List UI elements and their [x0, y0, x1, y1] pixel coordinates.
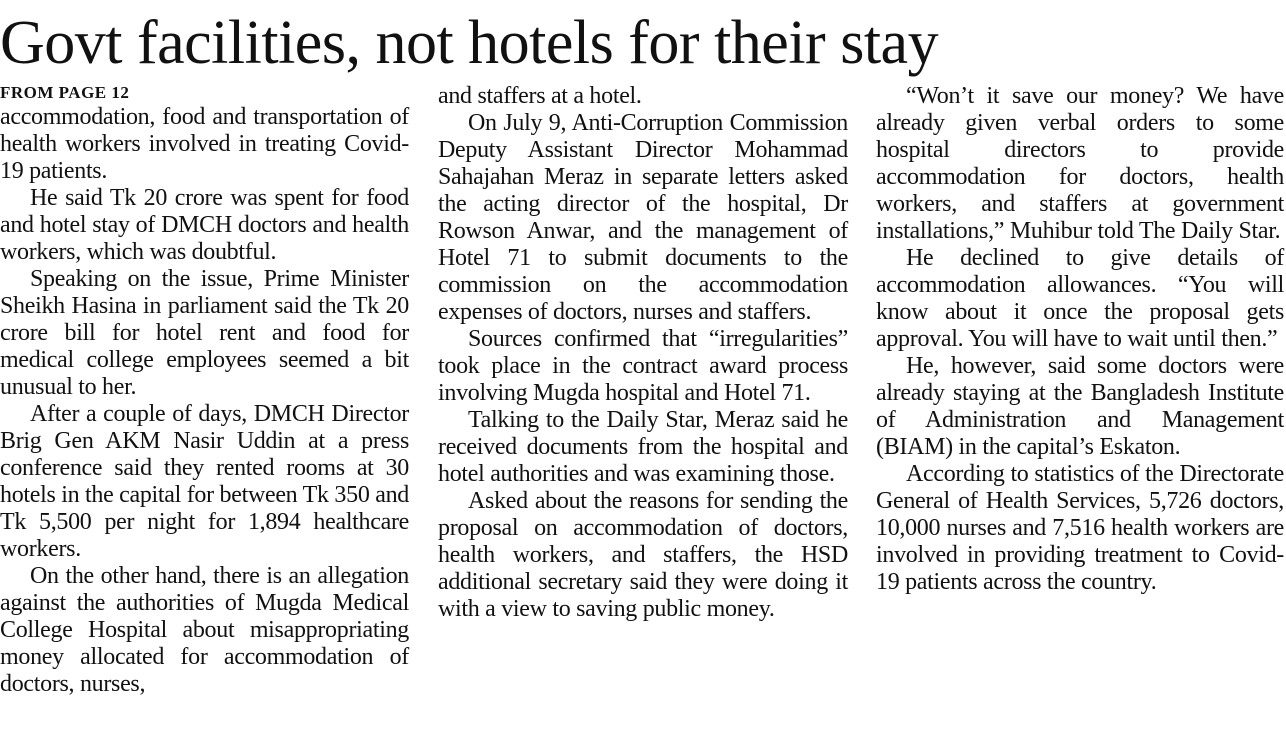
paragraph: accommodation, food and transportation of health workers involved in treating Covid-19 patients.: [0, 104, 409, 184]
paragraph: He, however, said some doctors were already staying at the Bangladesh Institute of Administration and Management (BIAM) in the capital’s Eskaton.: [876, 353, 1284, 460]
paragraph: “Won’t it save our money? We have already given verbal orders to some hospital directors to provide accommodation for doctors, health workers, and staffers at government installations,” Muhibur told The Daily Star.: [876, 83, 1284, 244]
jump-line: FROM PAGE 12: [0, 83, 130, 102]
paragraph: Talking to the Daily Star, Meraz said he received documents from the hospital and hotel authorities and was examining those.: [438, 407, 848, 487]
headline: Govt facilities, not hotels for their stay: [0, 9, 939, 77]
paragraph: On the other hand, there is an allegation against the authorities of Mugda Medical College Hospital about misappropriating money allocated for accommodation of doctors, nurses,: [0, 563, 409, 697]
paragraph: He said Tk 20 crore was spent for food and hotel stay of DMCH doctors and health workers, which was doubtful.: [0, 185, 409, 265]
paragraph: and staffers at a hotel.: [438, 83, 642, 109]
article-column-3: [876, 83, 1284, 596]
article-column-2: [438, 83, 848, 623]
paragraph: Sources confirmed that “irregularities” took place in the contract award process involving Mugda hospital and Hotel 71.: [438, 326, 848, 406]
paragraph: He declined to give details of accommodation allowances. “You will know about it once the proposal gets approval. You will have to wait until then.”: [876, 245, 1284, 352]
paragraph: Asked about the reasons for sending the proposal on accommodation of doctors, health workers, and staffers, the HSD additional secretary said they were doing it with a view to saving public money.: [438, 488, 848, 622]
article-column-1: [0, 82, 409, 698]
paragraph: According to statistics of the Directorate General of Health Services, 5,726 doctors, 10,000 nurses and 7,516 health workers are involved in providing treatment to Covid-19 patients across the country.: [876, 461, 1284, 595]
paragraph: On July 9, Anti-Corruption Commission Deputy Assistant Director Mohammad Sahajahan Meraz in separate letters asked the acting director of the hospital, Dr Rowson Anwar, and the management of Hotel 71 to submit documents to the commission on the accommodation expenses of doctors, nurses and staffers.: [438, 110, 848, 325]
paragraph: After a couple of days, DMCH Director Brig Gen AKM Nasir Uddin at a press conference said they rented rooms at 30 hotels in the capital for between Tk 350 and Tk 5,500 per night for 1,894 healthcare workers.: [0, 401, 409, 562]
paragraph: Speaking on the issue, Prime Minister Sheikh Hasina in parliament said the Tk 20 crore bill for hotel rent and food for medical college employees seemed a bit unusual to her.: [0, 266, 409, 400]
